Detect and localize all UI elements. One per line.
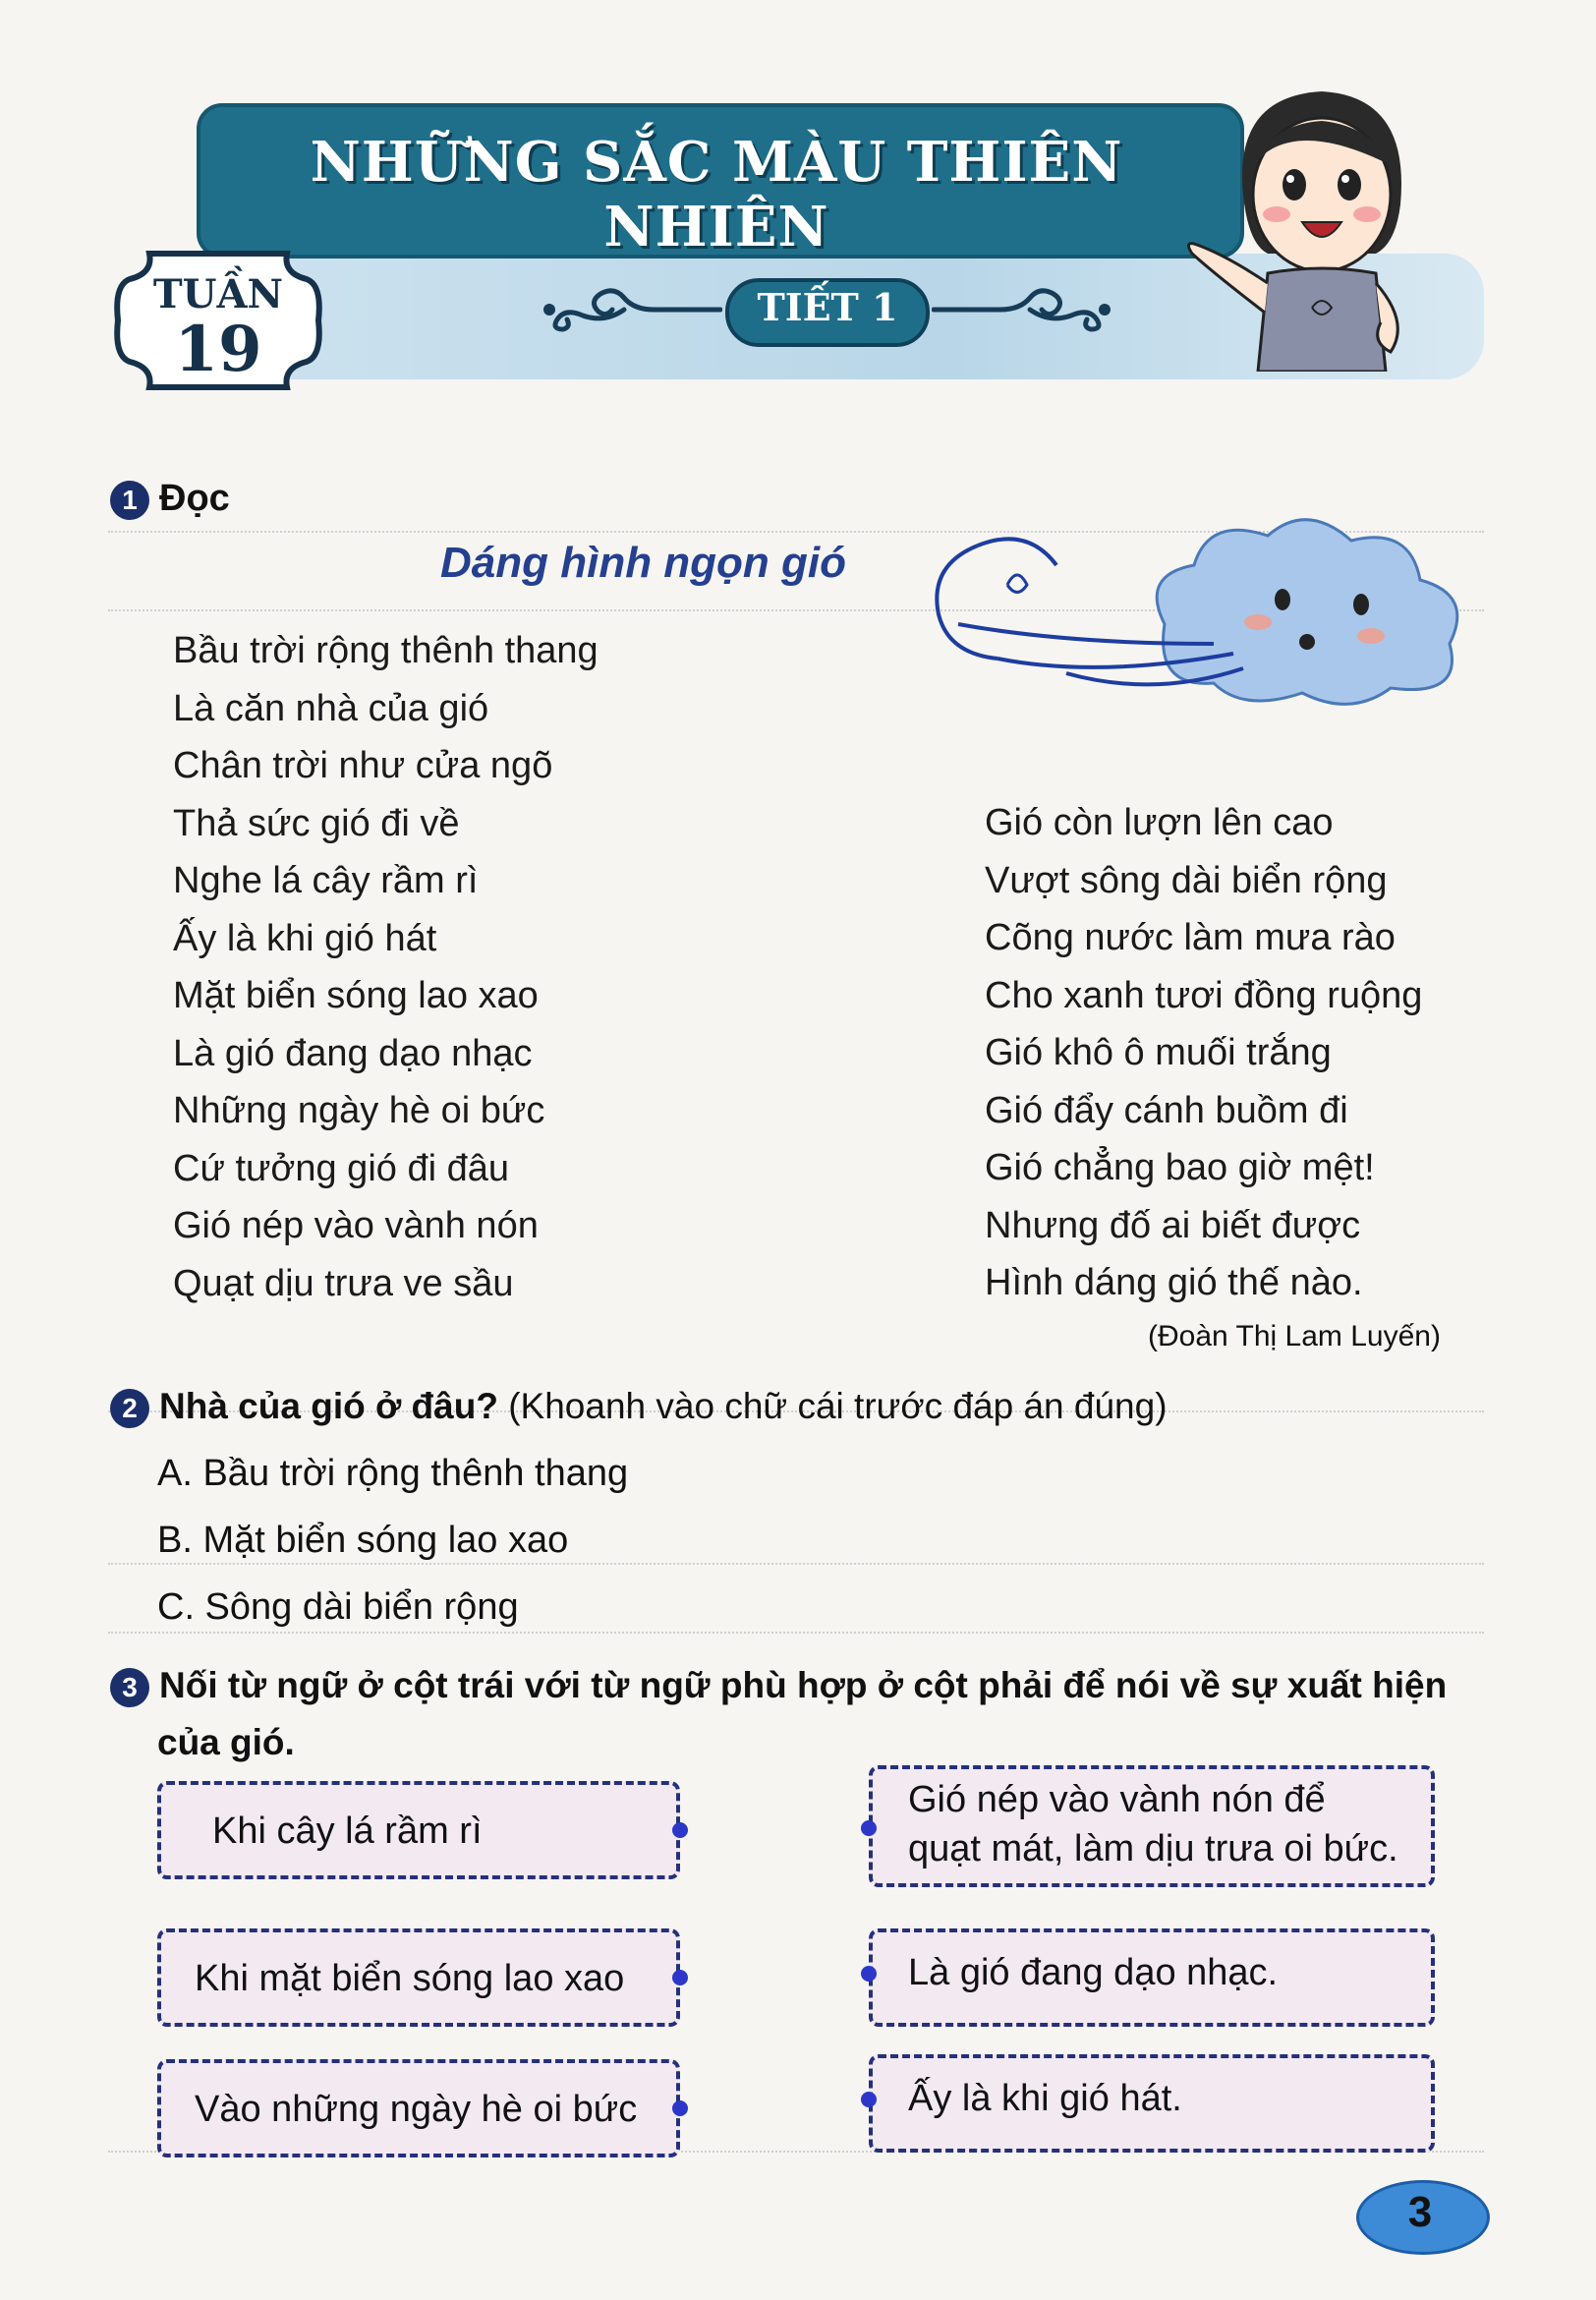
section-2-heading [110, 1386, 1168, 1428]
match-right-2[interactable] [869, 1928, 1435, 2027]
girl-mascot-illustration [1174, 77, 1469, 372]
week-label: TUẦN [152, 271, 284, 317]
section-3-question-line1: Nối từ ngữ ở cột trái với từ ngữ phù hợp ở cột phải để nói về sự xuất hiện [159, 1665, 1448, 1705]
poem-line: Gió còn lượn lên cao [985, 802, 1334, 843]
poem-line: Quạt dịu trưa ve sầu [173, 1262, 514, 1304]
poem-line: Gió đẩy cánh buồm đi [985, 1089, 1348, 1131]
match-right-2-dot[interactable] [861, 1966, 877, 1982]
poem-line: Cõng nước làm mưa rào [985, 917, 1396, 958]
poem-line: Mặt biển sóng lao xao [173, 975, 539, 1016]
match-right-1-text-b: quạt mát, làm dịu trưa oi bức. [908, 1828, 1398, 1869]
poem-line: Nhưng đố ai biết được [985, 1204, 1361, 1246]
match-right-1-dot[interactable] [861, 1820, 877, 1836]
option-c[interactable]: C. Sông dài biển rộng [157, 1586, 519, 1628]
section-1-heading [110, 478, 230, 520]
page-number: 3 [1407, 2188, 1433, 2236]
poem-line: Ấy là khi gió hát [173, 917, 437, 959]
poem-line: Là căn nhà của gió [173, 687, 489, 729]
week-number: 19 [174, 313, 262, 386]
lesson-label: TIẾT 1 [757, 285, 898, 329]
match-left-1-dot[interactable] [672, 1822, 688, 1838]
poem-line: Thả sức gió đi về [173, 802, 460, 844]
wind-cloud-illustration [919, 506, 1494, 718]
match-right-3[interactable] [869, 2054, 1435, 2153]
left-swirl-ornament [536, 280, 722, 339]
poem-line: Hình dáng gió thế nào. [985, 1262, 1363, 1303]
option-a[interactable]: A. Bầu trời rộng thênh thang [157, 1453, 629, 1494]
poem-line: Gió khô ô muối trắng [985, 1032, 1332, 1073]
section-2-number: 2 [110, 1389, 149, 1428]
match-left-3[interactable] [157, 2059, 680, 2157]
section-1-title: Đọc [159, 478, 230, 519]
match-right-1[interactable] [869, 1765, 1435, 1887]
match-left-2[interactable] [157, 1928, 680, 2027]
poem-line: Gió nép vào vành nón [173, 1205, 539, 1246]
poem-title: Dáng hình ngọn gió [440, 539, 847, 587]
match-left-1[interactable] [157, 1781, 680, 1879]
poem-line: Chân trời như cửa ngõ [173, 745, 553, 786]
section-1-number: 1 [110, 481, 149, 520]
poem-line: Cho xanh tươi đồng ruộng [985, 974, 1423, 1016]
match-left-3-dot[interactable] [672, 2100, 688, 2116]
section-3-heading [110, 1665, 1447, 1707]
section-3-question-line2: của gió. [157, 1722, 295, 1762]
match-left-1-text: Khi cây lá rầm rì [212, 1811, 483, 1852]
poem-line: Những ngày hè oi bức [173, 1090, 545, 1131]
page-title: NHỮNG SẮC MÀU THIÊN NHIÊN [310, 130, 1123, 259]
poem-line: Cứ tưởng gió đi đâu [173, 1147, 509, 1189]
poem-author: (Đoàn Thị Lam Luyến) [1148, 1320, 1441, 1352]
match-left-3-text: Vào những ngày hè oi bức [195, 2089, 638, 2130]
poem-line: Nghe lá cây rầm rì [173, 860, 479, 901]
poem-left-column [173, 622, 598, 1312]
match-right-3-text: Ấy là khi gió hát. [908, 2078, 1182, 2119]
match-left-2-text: Khi mặt biển sóng lao xao [195, 1958, 625, 1999]
poem-right-column [985, 794, 1422, 1312]
match-right-2-text: Là gió đang dạo nhạc. [908, 1952, 1279, 1993]
section-2-instruction: (Khoanh vào chữ cái trước đáp án đúng) [508, 1386, 1168, 1426]
poem-line: Gió chẳng bao giờ mệt! [985, 1147, 1375, 1188]
poem-line: Là gió đang dạo nhạc [173, 1032, 533, 1074]
option-b[interactable]: B. Mặt biển sóng lao xao [157, 1520, 569, 1561]
section-2-question: Nhà của gió ở đâu? [159, 1386, 498, 1426]
match-right-1-text-a: Gió nép vào vành nón để [908, 1779, 1326, 1820]
poem-line: Vượt sông dài biển rộng [985, 859, 1388, 901]
poem-line: Bầu trời rộng thênh thang [173, 630, 598, 671]
section-3-number: 3 [110, 1668, 149, 1707]
match-left-2-dot[interactable] [672, 1970, 688, 1985]
match-right-3-dot[interactable] [861, 2092, 877, 2107]
right-swirl-ornament [932, 280, 1118, 339]
section-3-question-line2-wrap [157, 1722, 295, 1763]
